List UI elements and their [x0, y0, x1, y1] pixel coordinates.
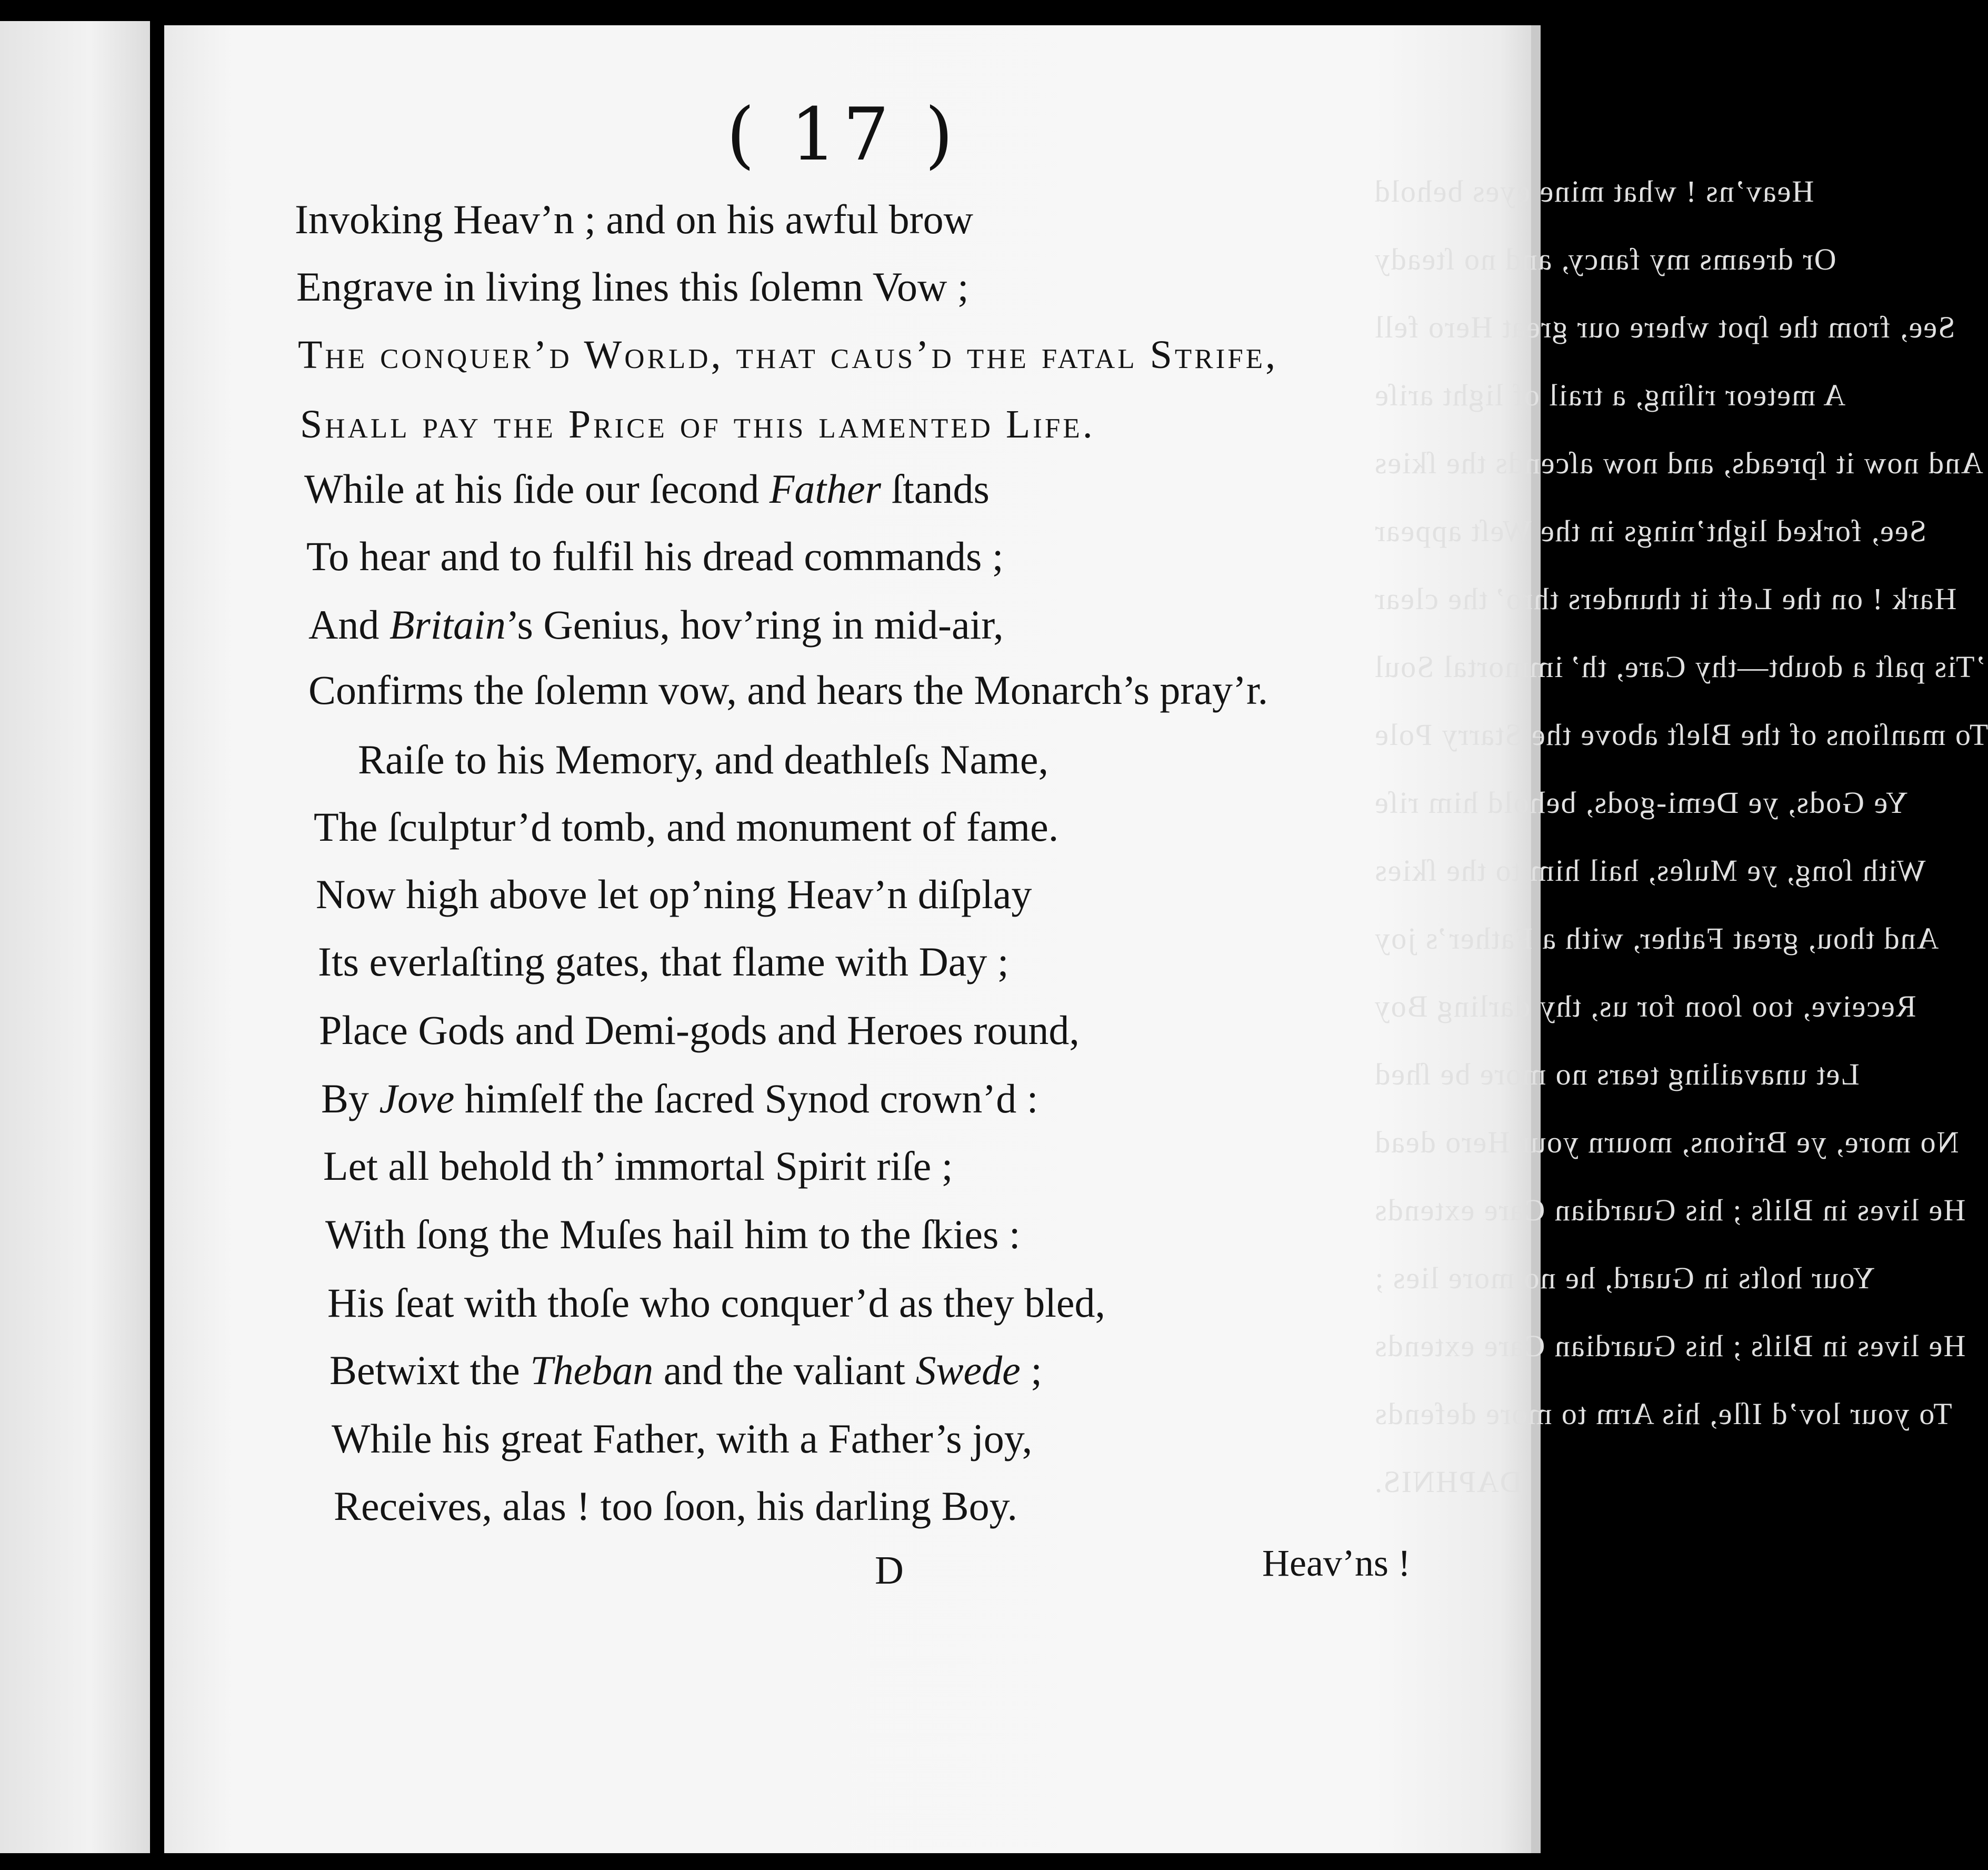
signature-mark: D — [875, 1548, 904, 1593]
facing-page-edge — [0, 21, 150, 1853]
show-through-line: With ſong, ye Muſes, hail him to the ſkies — [1374, 853, 1926, 888]
poem-line: Confirms the ſolemn vow, and hears the Monarch’s pray’r. — [308, 667, 1268, 713]
poem-line-indented: Raiſe to his Memory, and deathleſs Name, — [358, 737, 1048, 782]
poem-line-small-caps: The conquer’d World, that caus’d the fatal Strife, — [298, 333, 1278, 377]
poem-line: His ſeat with thoſe who conquer’d as they bled, — [327, 1280, 1106, 1326]
italic-word: Theban — [530, 1347, 654, 1393]
poem-line: The ſculptur’d tomb, and monument of fame. — [314, 804, 1059, 850]
line-text: While at his ſide our ſecond — [304, 466, 770, 512]
poem-line: Let all behold th’ immortal Spirit riſe ; — [323, 1143, 953, 1189]
poem-line: To hear and to fulfil his dread commands ; — [306, 533, 1004, 579]
line-text: himſelf the ſacred Synod crown’d : — [454, 1076, 1038, 1121]
italic-word: Britain — [389, 602, 506, 648]
show-through-line: Receive, too ſoon for us, thy darling Boy — [1374, 989, 1916, 1023]
show-through-line: Or dreams my fancy, and no ſteady — [1374, 242, 1836, 276]
line-text: ; — [1020, 1347, 1042, 1393]
show-through-line: To your lov’d Iſle, his Arm to more defends — [1374, 1397, 1952, 1431]
show-through-line: Hark ! on the Left it thunders thro’ the clear — [1374, 582, 1957, 616]
show-through-line: No more, ye Britons, mourn your Hero dead — [1374, 1125, 1959, 1159]
poem-line: Place Gods and Demi-gods and Heroes round, — [319, 1007, 1080, 1053]
poem-line — [308, 602, 1004, 648]
poem-line — [329, 1347, 1042, 1393]
line-text: Betwixt the — [329, 1347, 531, 1393]
show-through-line: Heav’ns ! what mine eyes behold — [1374, 174, 1814, 208]
show-through-line: See, from the ſpot where our great Hero fell — [1374, 310, 1955, 344]
line-text: ’s Genius, hov’ring in mid-air, — [505, 602, 1004, 648]
italic-word: Jove — [379, 1076, 455, 1121]
catchword: Heav’ns ! — [1262, 1542, 1411, 1584]
poem-line: Engrave in living lines this ſolemn Vow ; — [296, 264, 969, 310]
poem-line — [304, 466, 990, 512]
show-through-line: He lives in Bliſs ; his Guardian Care extends — [1374, 1193, 1966, 1227]
line-text: And — [308, 602, 389, 648]
poem-line: Receives, alas ! too ſoon, his darling Boy. — [334, 1483, 1018, 1529]
poem-line: Its everlaſting gates, that flame with Day ; — [318, 939, 1009, 984]
show-through-line: To manſions of the Bleſt above the Starry Pole — [1374, 718, 1988, 752]
show-through-line: DAPHNIS. — [1374, 1465, 1522, 1499]
italic-word: Father — [769, 466, 882, 512]
show-through-line: ’Tis paſt a doubt—thy Care, th’ immortal Soul — [1374, 650, 1986, 684]
show-through-line: Ye Gods, ye Demi-gods, behold him riſe — [1374, 785, 1908, 820]
show-through-line: And now it ſpreads, and now aſcends the ſkies — [1374, 446, 1983, 480]
line-text: ſtands — [881, 466, 990, 512]
poem-line: While his great Father, with a Father’s joy, — [332, 1416, 1033, 1461]
italic-word: Swede — [915, 1347, 1021, 1393]
show-through-line: A meteor riſing, a trail of light ariſe — [1374, 378, 1846, 412]
poem-line: Now high above let op’ning Heav’n diſplay — [316, 871, 1032, 917]
show-through-line: And thou, great Father, with a Father’s joy — [1374, 921, 1939, 956]
poem-line: With ſong the Muſes hail him to the ſkies : — [325, 1211, 1021, 1257]
poem-line: Invoking Heav’n ; and on his awful brow — [295, 196, 973, 242]
show-through-line: He lives in Bliſs ; his Guardian Care extends — [1374, 1329, 1966, 1363]
poem-line-small-caps: Shall pay the Price of this lamented Life. — [300, 402, 1095, 446]
poem-line — [321, 1078, 1038, 1119]
show-through-line: Your hoſts in Guard, he no more lies ; — [1374, 1261, 1875, 1295]
line-text: By — [321, 1076, 379, 1121]
page-number: ( 17 ) — [726, 92, 960, 177]
show-through-line: See, forked light’nings in the Weſt appear — [1374, 514, 1926, 548]
line-text: and the valiant — [653, 1347, 916, 1393]
show-through-line: Let unavailing tears no more be ſhed — [1374, 1057, 1860, 1091]
